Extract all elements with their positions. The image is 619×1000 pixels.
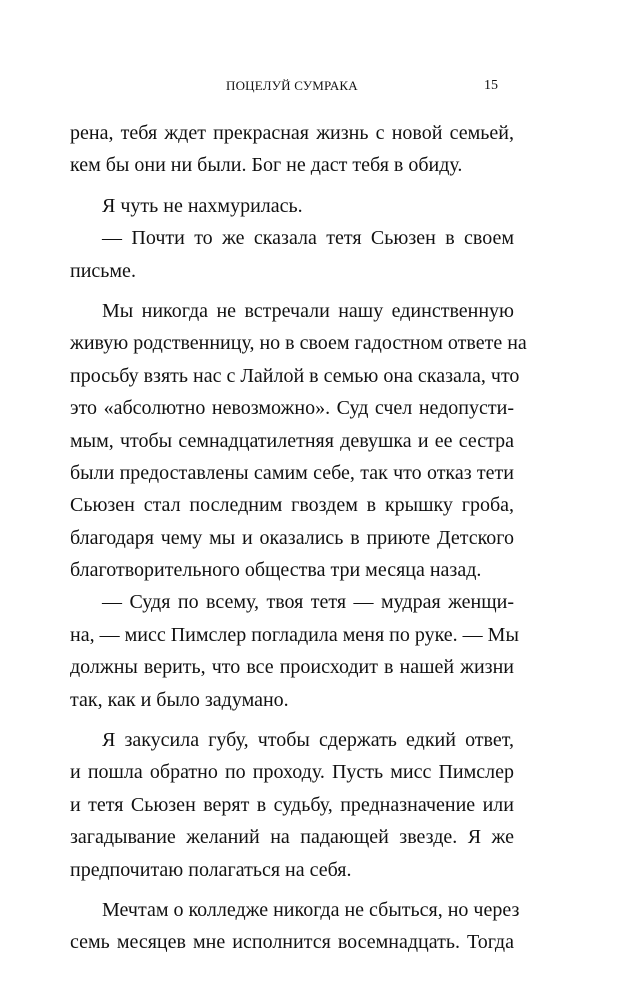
text-line: предпочитаю полагаться на себя. <box>70 858 352 881</box>
text-line: кем бы они ни были. Бог не даст тебя в обиду. <box>70 154 463 177</box>
text-line: были предоставлены самим себе, так что отказ тети <box>70 461 514 484</box>
text-line: благотворительного общества три месяца назад. <box>70 559 482 582</box>
text-line: — Судя по всему, твоя тетя — мудрая женщи- <box>102 591 514 614</box>
text-line: Я чуть не нахмурилась. <box>102 194 303 217</box>
text-line: рена, тебя ждет прекрасная жизнь с новой семьей, <box>70 122 514 144</box>
text-line: Мы никогда не встречали нашу единственную <box>102 299 514 322</box>
text-line: Сьюзен стал последним гвоздем в крышку гроба, <box>70 494 514 517</box>
text-line: и тетя Сьюзен верят в судьбу, предназначение или <box>70 793 514 816</box>
text-line: — Почти то же сказала тетя Сьюзен в своем <box>102 227 514 250</box>
text-line: загадывание желаний на падающей звезде. Я же <box>70 826 514 849</box>
running-title: ПОЦЕЛУЙ СУМРАКА <box>226 78 358 93</box>
text-line: Я закусила губу, чтобы сдержать едкий ответ, <box>102 729 514 752</box>
text-line: и пошла обратно по проходу. Пусть мисс Пимслер <box>70 761 514 784</box>
text-line: благодаря чему мы и оказались в приюте Детского <box>70 526 514 549</box>
running-head <box>0 78 619 98</box>
text-line: на, — мисс Пимслер погладила меня по руке. — Мы <box>70 623 519 646</box>
page-number: 15 <box>484 78 498 93</box>
text-line: так, как и было задумано. <box>70 688 289 711</box>
text-line: должны верить, что все происходит в нашей жизни <box>70 656 514 679</box>
text-line: живую родственницу, но в своем гадостном ответе на <box>70 332 527 355</box>
text-line: просьбу взять нас с Лайлой в семью она сказала, что <box>70 364 520 387</box>
text-line: семь месяцев мне исполнится восемнадцать. Тогда <box>70 931 514 954</box>
text-line: это «абсолютно невозможно». Суд счел недопусти- <box>70 397 514 420</box>
text-line: мым, чтобы семнадцатилетняя девушка и ее сестра <box>70 429 514 452</box>
body-text <box>70 117 527 959</box>
text-line: Мечтам о колледже никогда не сбыться, но через <box>102 898 520 921</box>
text-line: письме. <box>70 259 136 282</box>
